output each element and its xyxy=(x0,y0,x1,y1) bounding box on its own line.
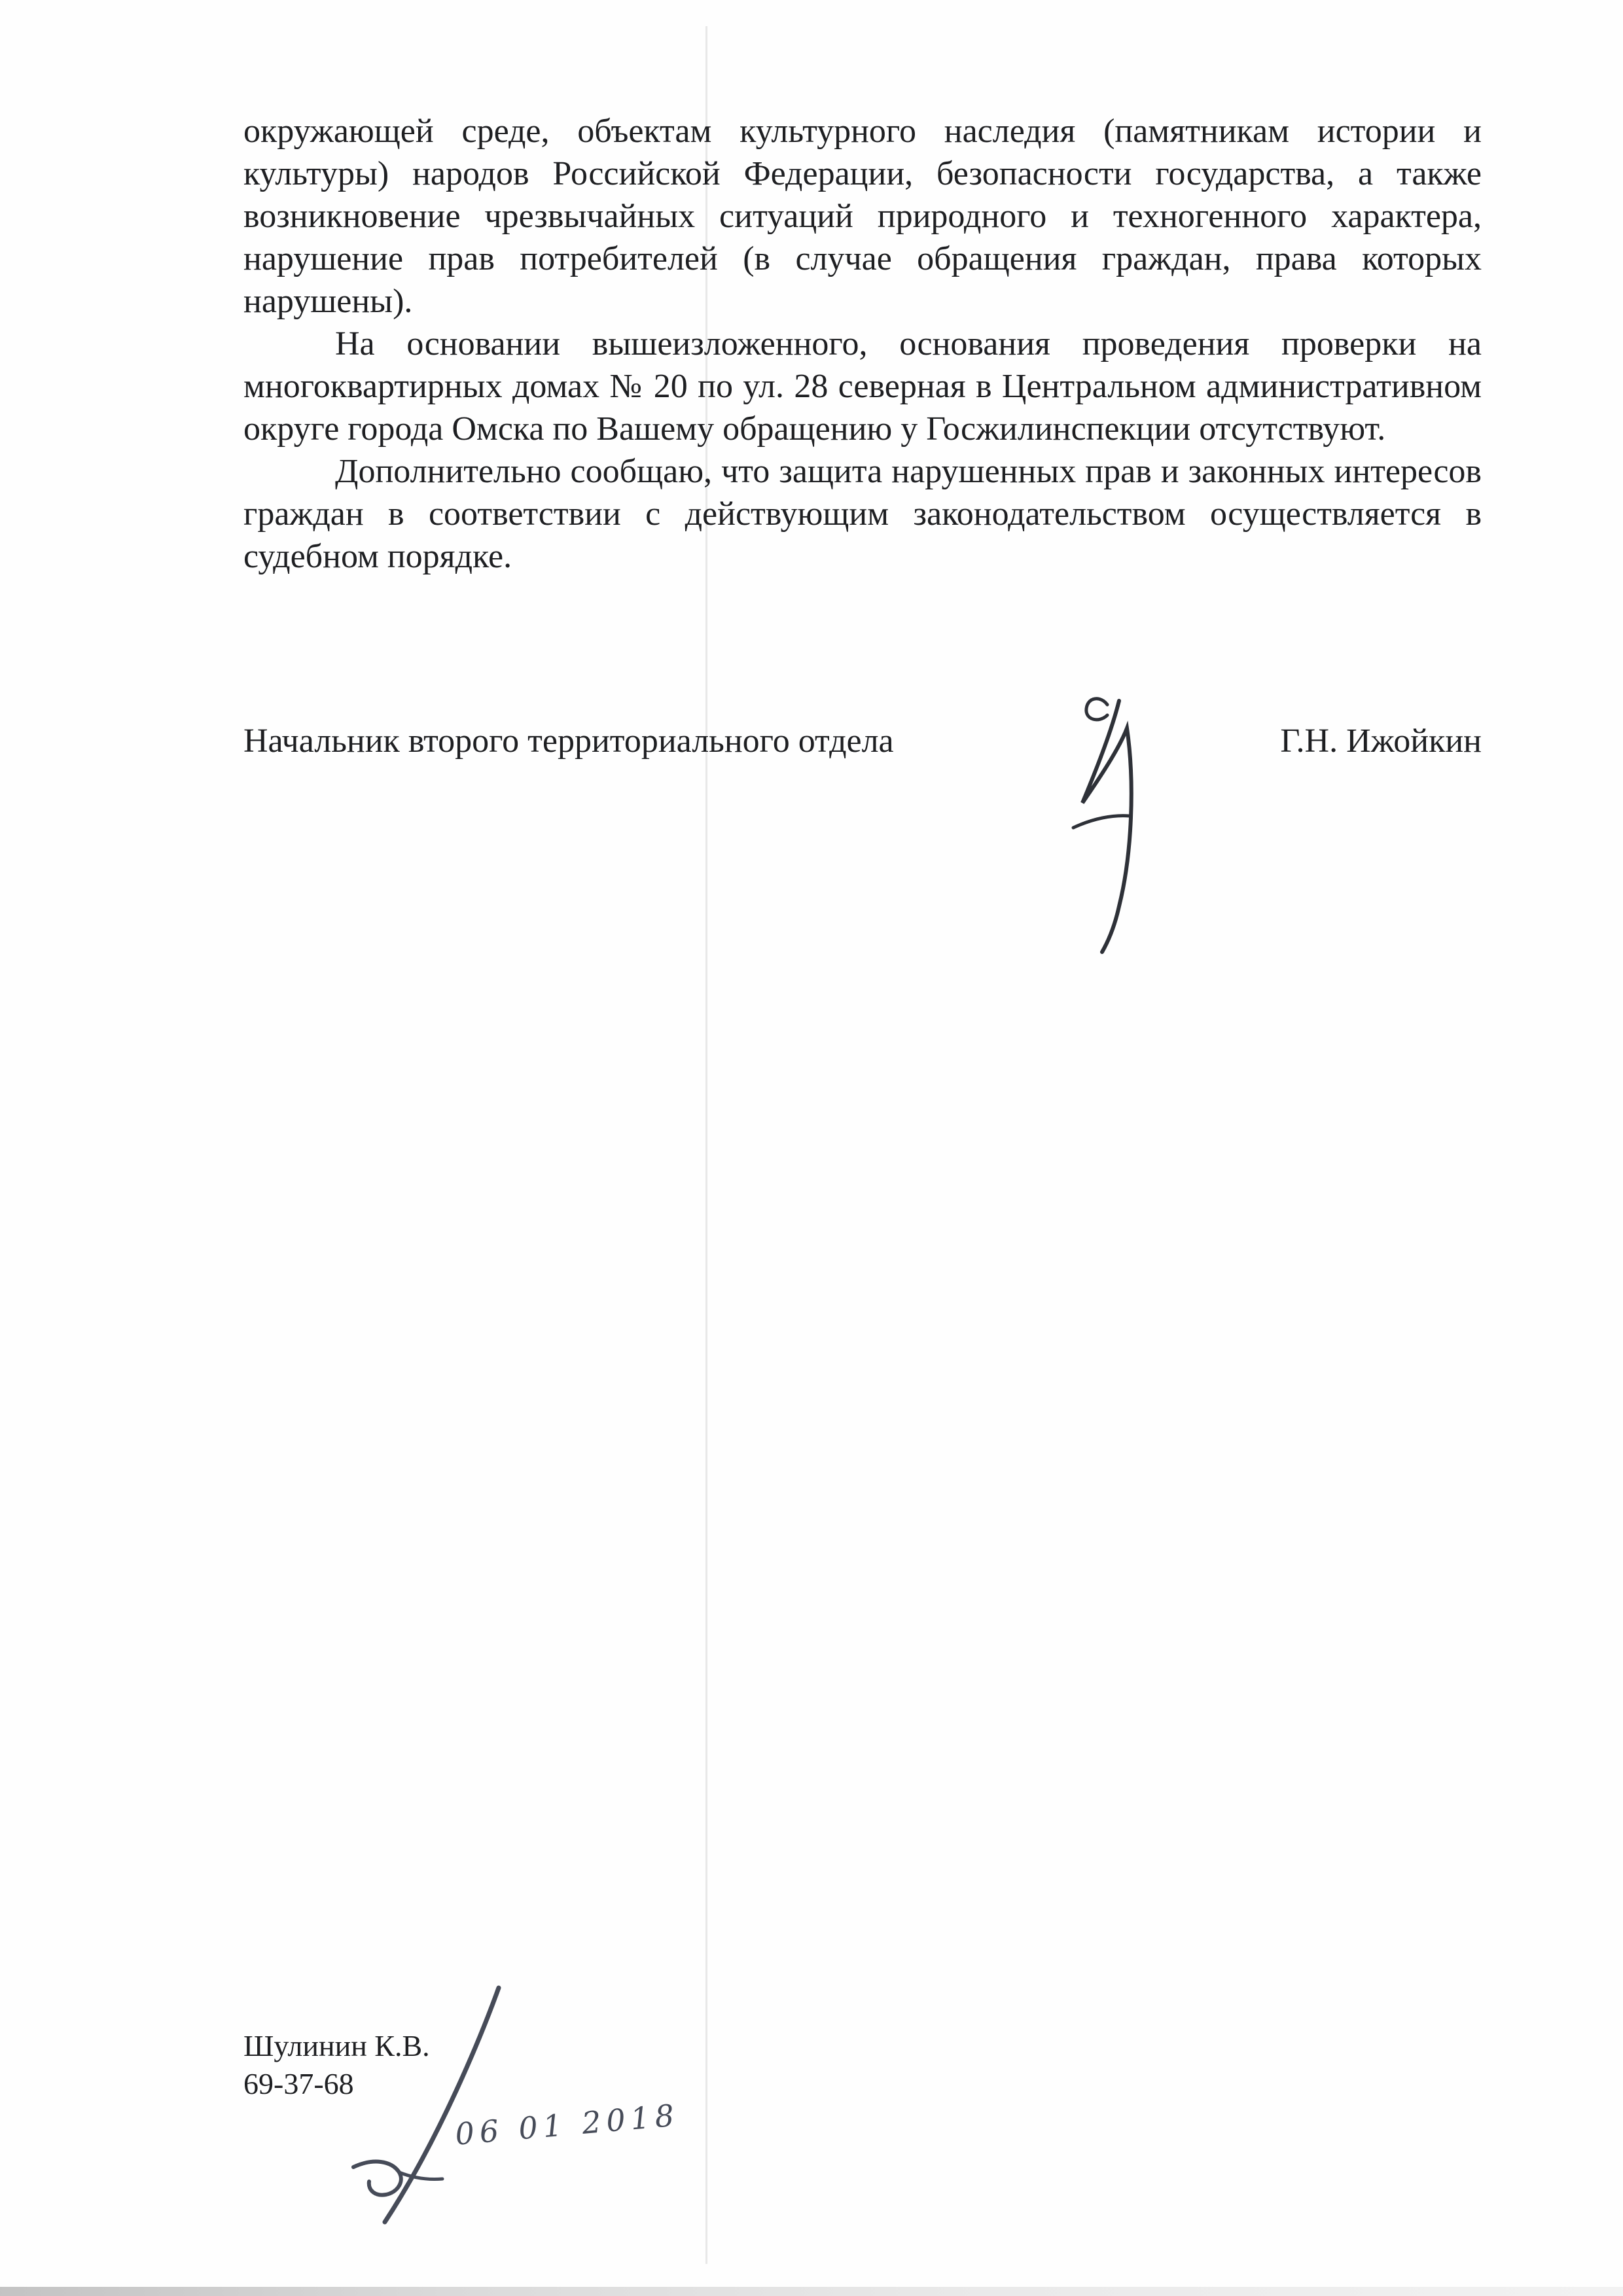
paragraph-additional-info: Дополнительно сообщаю, что защита нарушенных прав и законных интересов граждан в соответствии с действующим законодательством осуществляется в судебном порядке. xyxy=(243,453,1482,575)
handwritten-area xyxy=(327,1950,746,2257)
handwritten-date: 06 01 2018 xyxy=(454,2097,681,2152)
executor-phone: 69-37-68 xyxy=(243,2067,354,2100)
paragraph-conclusion: На основании вышеизложенного, основания проведения проверки на многоквартирных домах № 20 по ул. 28 северная в Центральном административном округе города Омска по Вашему обращению у Госжилинспекции отсутствуют. xyxy=(243,325,1482,448)
executor-name: Шулинин К.В. xyxy=(243,2029,430,2062)
letter-body xyxy=(243,110,1482,578)
scan-edge-artifact xyxy=(0,2287,1623,2296)
paragraph-continuation: окружающей среде, объектам культурного наследия (памятникам истории и культуры) народов Российской Федерации, безопасности государства, а также возникновение чрезвычайных ситуаций природного и техногенного характера, нарушение прав потребителей (в случае обращения граждан, права которых нарушены). xyxy=(243,113,1482,320)
signature-row xyxy=(243,720,1482,762)
signer-title: Начальник второго территориального отдела xyxy=(243,722,894,760)
handwritten-signature-stroke xyxy=(327,1950,576,2251)
signature-ink xyxy=(1021,690,1178,965)
signer-name: Г.Н. Ижойкин xyxy=(1280,722,1482,760)
